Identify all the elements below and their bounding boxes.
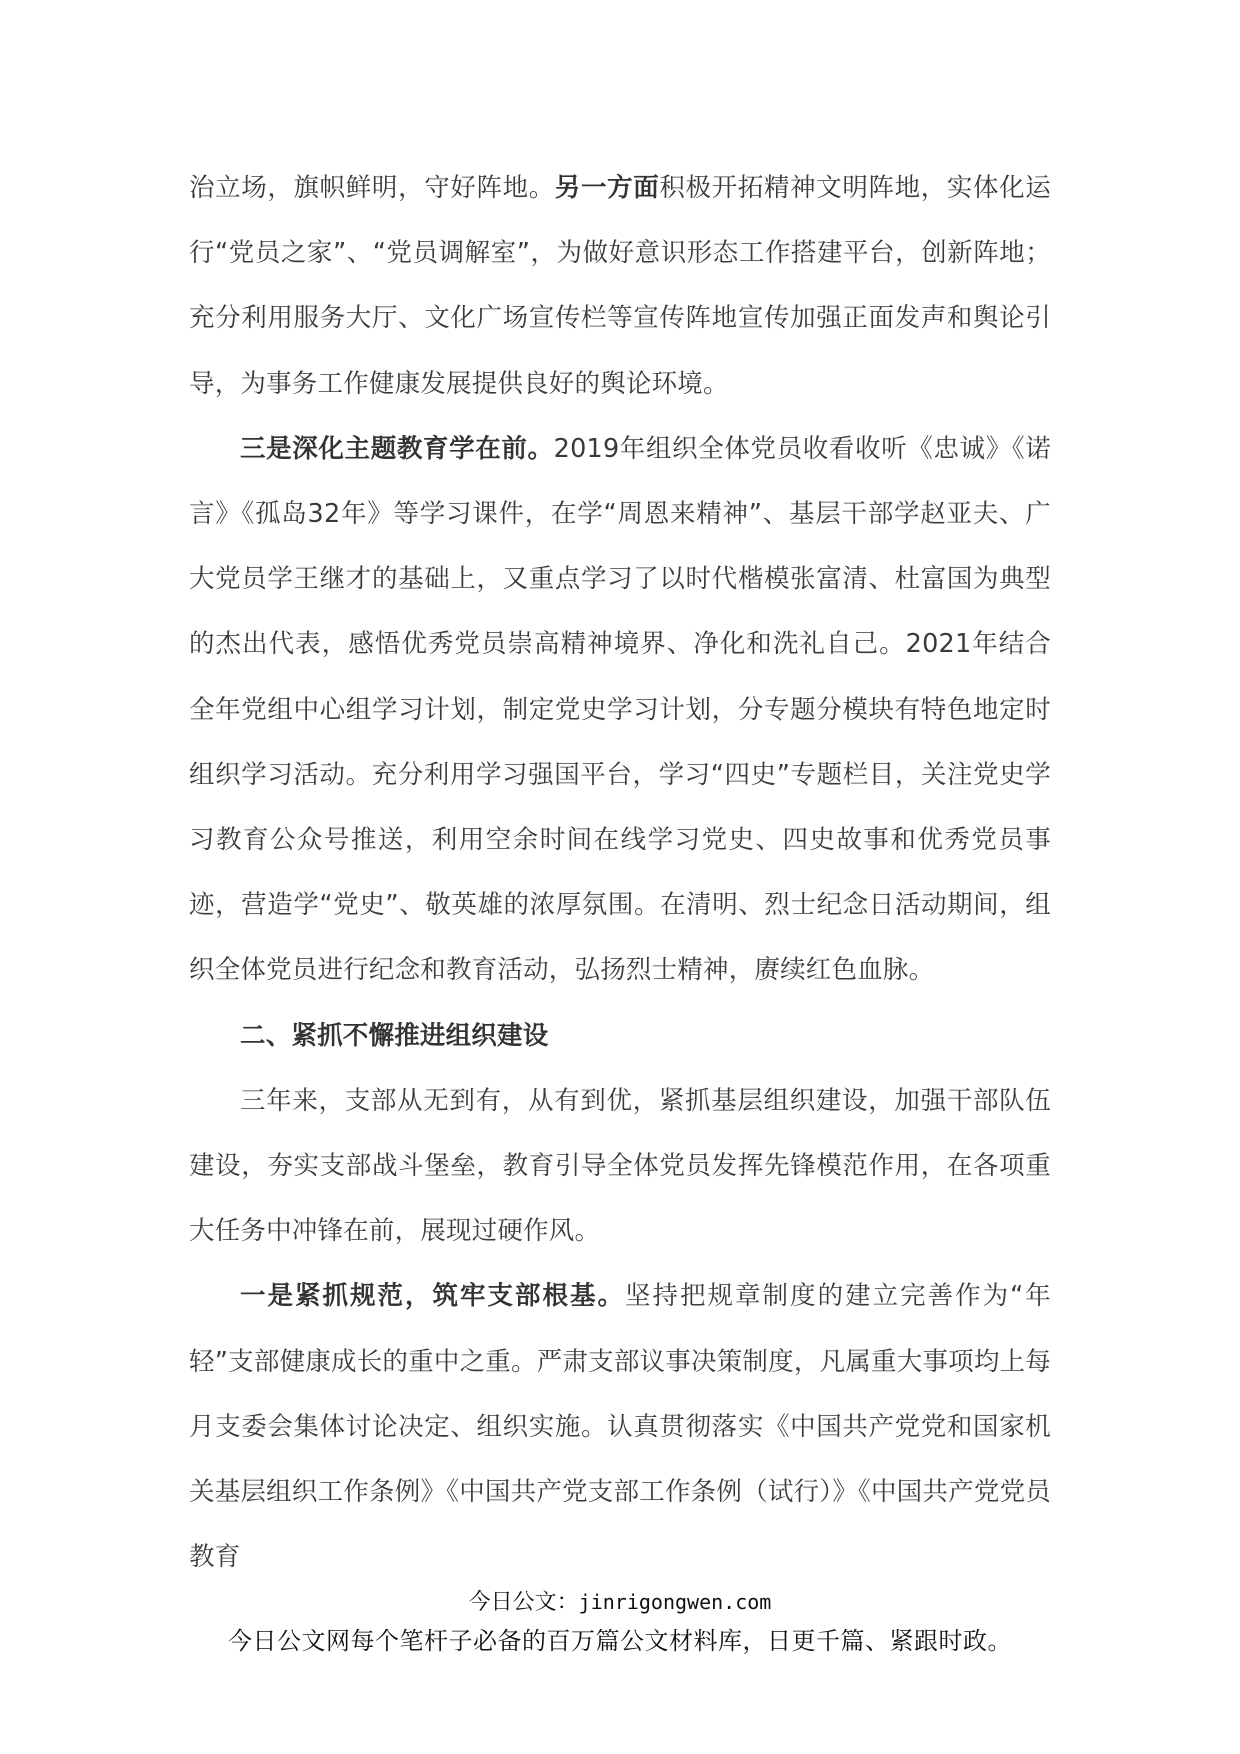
footer-site-url[interactable]: jinrigongwen.com xyxy=(578,1590,772,1614)
footer-site-label: 今日公文： xyxy=(468,1590,579,1615)
paragraph-bold-lead: 三是深化主题教育学在前。 xyxy=(240,433,554,464)
paragraph-bold-lead: 一是紧抓规范，筑牢支部根基。 xyxy=(240,1281,626,1312)
paragraph-ideology-position xyxy=(189,156,1051,417)
paragraph-standards xyxy=(189,1264,1051,1590)
paragraph-theme-education xyxy=(189,417,1051,1004)
paragraph-three-years xyxy=(189,1069,1051,1265)
paragraph-lead-text: 治立场，旗帜鲜明，守好阵地。 xyxy=(189,173,555,203)
paragraph-text: 坚持把规章制度的建立完善作为“年轻”支部健康成长的重中之重。严肃支部议事决策制度，凡属重大事项均上每月支委会集体讨论决定、组织实施。认真贯彻落实《中国共产党党和国家机关基层组织工作条例》《中国共产党支部工作条例（试行）》《中国共产党党员教育 xyxy=(189,1281,1051,1573)
footer-slogan: 今日公文网每个笔杆子必备的百万篇公文材料库，日更千篇、紧跟时政。 xyxy=(228,1627,1012,1655)
paragraph-text: 2019年组织全体党员收看收听《忠诚》《诺言》《孤岛32年》等学习课件，在学“周恩来精神”、基层干部学赵亚夫、广大党员学王继才的基础上，又重点学习了以时代楷模张富清、杜富国为典型的杰出代表，感悟优秀党员崇高精神境界、净化和洗礼自己。2021年结合全年党组中心组学习计划，制定党史学习计划，分专题分模块有特色地定时组织学习活动。充分利用学习强国平台，学习“四史”专题栏目，关注党史学习教育公众号推送，利用空余时间在线学习党史、四史故事和优秀党员事迹，营造学“党史”、敬英雄的浓厚氛围。在清明、烈士纪念日活动期间，组织全体党员进行纪念和教育活动，弘扬烈士精神，赓续红色血脉。 xyxy=(189,433,1051,986)
section-heading-organization: 二、紧抓不懈推进组织建设 xyxy=(240,1020,549,1051)
paragraph-text: 积极开拓精神文明阵地，实体化运行“党员之家”、“党员调解室”，为做好意识形态工作搭建平台，创新阵地；充分利用服务大厅、文化广场宣传栏等宣传阵地宣传加强正面发声和舆论引导，为事务工作健康发展提供良好的舆论环境。 xyxy=(189,173,1051,399)
footer-site-line xyxy=(0,1587,1240,1618)
paragraph-bold-lead: 另一方面 xyxy=(554,173,660,203)
paragraph-text: 三年来，支部从无到有，从有到优，紧抓基层组织建设，加强干部队伍建设，夯实支部战斗堡垒，教育引导全体党员发挥先锋模范作用，在各项重大任务中冲锋在前，展现过硬作风。 xyxy=(189,1085,1051,1247)
document-body xyxy=(189,156,1051,1590)
